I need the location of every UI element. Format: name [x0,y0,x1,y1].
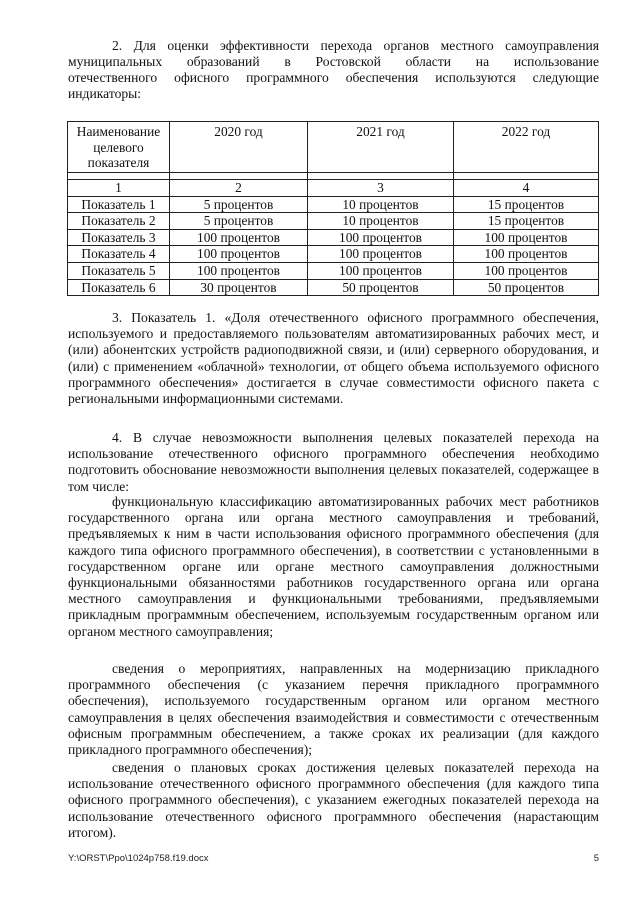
cell-2022: 100 процентов [454,246,599,263]
intro-line-4: индикаторы: [68,86,142,101]
paragraph-functional-classification: функциональную классификацию автоматизированных рабочих мест работников государственного органа или органа местного самоуправления и требований, предъявляемых к ним в части использования офисного программного обеспечения (для каждого типа офисного программного обеспечения), в соответствии с установленными в государственном органе или органе местного самоуправления должностными функциональными обязанностями работников государственного органа или органа местного самоуправления и функциональными требованиями, предъявляемыми прикладным программным обеспечением, используемым государственным органом или органом местного самоуправления; [68,494,599,639]
header-indicator-name: Наименование целевого показателя [68,122,170,173]
cell-2022: 100 процентов [454,229,599,246]
paragraph-planned-deadlines: сведения о плановых сроках достижения целевых показателей перехода на использование отечественного офисного программного обеспечения (для каждого типа офисного программного обеспечения), с указанием ежегодных показателей перехода на использование отечественного офисного программного обеспечения (нарастающим итогом). [68,760,599,840]
cell-2020: 100 процентов [170,246,308,263]
table-header-gap [68,173,599,180]
row-label: Показатель 5 [68,262,170,279]
column-number: 3 [308,180,454,197]
intro-line-3: отечественного офисного программного обеспечения используются следующие [68,70,599,85]
row-label: Показатель 6 [68,279,170,296]
footer-file-path: Y:\ORST\Ppo\1024p758.f19.docx [68,853,209,864]
table-row [68,262,599,279]
indicators-table [67,121,599,296]
column-number: 1 [68,180,170,197]
table-header-row [68,122,599,173]
row-label: Показатель 1 [68,196,170,213]
cell-2021: 100 процентов [308,229,454,246]
paragraph-modernization-measures: сведения о мероприятиях, направленных на модернизацию прикладного программного обеспечения (с указанием перечня прикладного программного обеспечения), используемого государственным органом или органом местного самоуправления в целях обеспечения взаимодействия и совместимости с отечественным офисным программным обеспечением, а также сроках их реализации (для каждого прикладного программного обеспечения); [68,661,599,758]
row-label: Показатель 3 [68,229,170,246]
cell-2021: 10 процентов [308,213,454,230]
column-number: 4 [454,180,599,197]
row-label: Показатель 2 [68,213,170,230]
intro-line-1: 2. Для оценки эффективности перехода органов местного самоуправления [112,38,599,53]
cell-2021: 10 процентов [308,196,454,213]
table-row [68,279,599,296]
cell-2020: 5 процентов [170,213,308,230]
cell-2020: 5 процентов [170,196,308,213]
cell-2022: 15 процентов [454,213,599,230]
cell-2020: 100 процентов [170,262,308,279]
paragraph-3-indicator-1: 3. Показатель 1. «Доля отечественного офисного программного обеспечения, используемого и предоставляемого пользователям автоматизированных рабочих мест, и (или) абонентских устройств радиоподвижной связи, и (или) серверного оборудования, и (или) с применением «облачной» технологии, от общего объема используемого офисного программного обеспечения» достигается в случае совместимости офисного пакета с региональными информационными системами. [68,310,599,407]
cell-2022: 50 процентов [454,279,599,296]
cell-2022: 15 процентов [454,196,599,213]
table-row [68,246,599,263]
row-label: Показатель 4 [68,246,170,263]
page-number: 5 [593,853,599,864]
header-2022: 2022 год [454,122,599,173]
intro-line-2: муниципальных образований в Ростовской области на использование [68,54,599,69]
column-number-row [68,180,599,197]
cell-2021: 50 процентов [308,279,454,296]
paragraph-4-justification: 4. В случае невозможности выполнения целевых показателей перехода на использование отечественного офисного программного обеспечения необходимо подготовить обоснование невозможности выполнения целевых показателей, содержащее в том числе: [68,430,599,494]
cell-2020: 100 процентов [170,229,308,246]
column-number: 2 [170,180,308,197]
table-row [68,213,599,230]
cell-2020: 30 процентов [170,279,308,296]
header-2020: 2020 год [170,122,308,173]
cell-2022: 100 процентов [454,262,599,279]
cell-2021: 100 процентов [308,262,454,279]
table-row [68,196,599,213]
header-2021: 2021 год [308,122,454,173]
table-row [68,229,599,246]
cell-2021: 100 процентов [308,246,454,263]
